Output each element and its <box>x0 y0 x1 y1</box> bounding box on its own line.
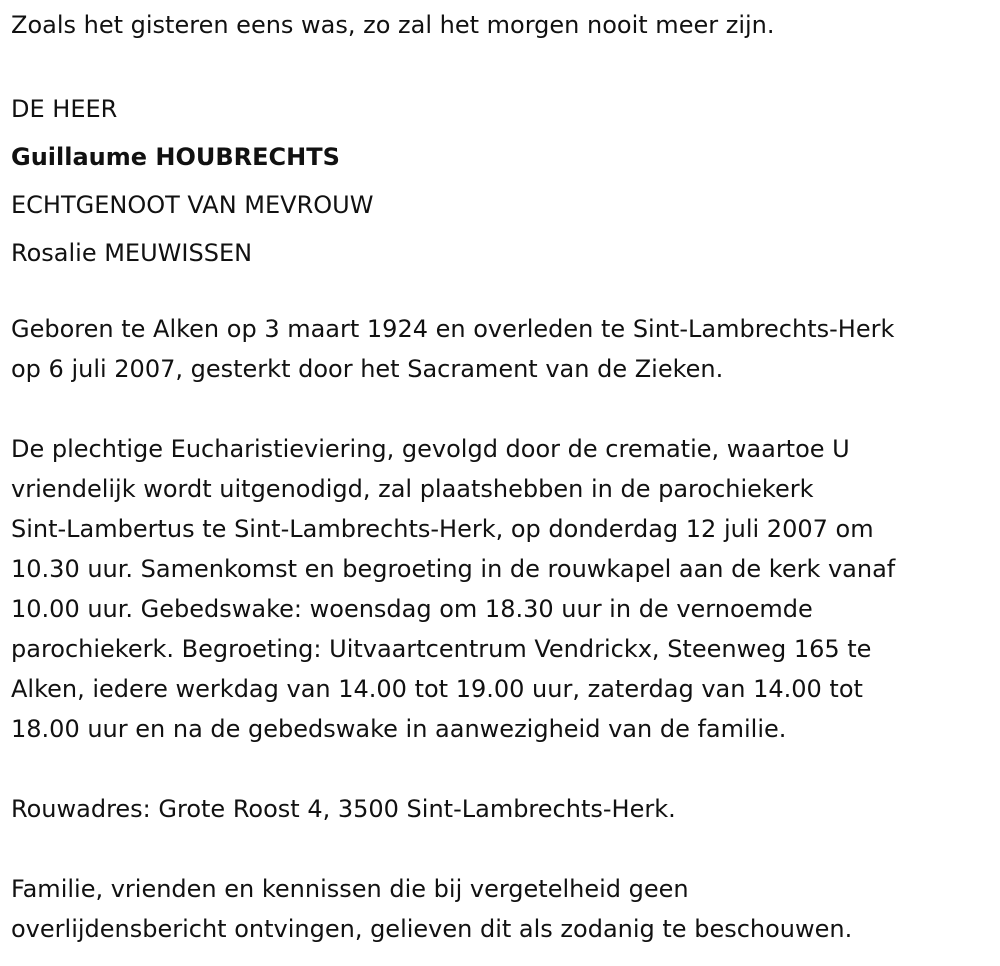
deceased-block <box>11 85 373 277</box>
birth-death-paragraph <box>11 309 894 389</box>
honorific: DE HEER <box>11 95 118 123</box>
paragraph-line: De plechtige Eucharistieviering, gevolgd door de crematie, waartoe U <box>11 435 850 463</box>
service-paragraph <box>11 429 895 749</box>
address-line: Rouwadres: Grote Roost 4, 3500 Sint-Lambrechts-Herk. <box>11 795 676 823</box>
paragraph-line: Geboren te Alken op 3 maart 1924 en overleden te Sint-Lambrechts-Herk <box>11 315 895 343</box>
paragraph-line: Sint-Lambertus te Sint-Lambrechts-Herk, op donderdag 12 juli 2007 om <box>11 515 874 543</box>
paragraph-line: 18.00 uur en na de gebedswake in aanwezigheid van de familie. <box>11 715 787 743</box>
spouse-name: Rosalie MEUWISSEN <box>11 239 253 267</box>
paragraph-line: Familie, vrienden en kennissen die bij vergetelheid geen <box>11 875 689 903</box>
mourning-address <box>11 789 676 829</box>
relation-label: ECHTGENOOT VAN MEVROUW <box>11 191 374 219</box>
closing-paragraph <box>11 869 852 949</box>
paragraph-line: parochiekerk. Begroeting: Uitvaartcentrum Vendrickx, Steenweg 165 te <box>11 635 872 663</box>
paragraph-line: vriendelijk wordt uitgenodigd, zal plaatshebben in de parochiekerk <box>11 475 814 503</box>
paragraph-line: 10.00 uur. Gebedswake: woensdag om 18.30 uur in de vernoemde <box>11 595 813 623</box>
paragraph-line: op 6 juli 2007, gesterkt door het Sacrament van de Zieken. <box>11 355 724 383</box>
paragraph-line: overlijdensbericht ontvingen, gelieven dit als zodanig te beschouwen. <box>11 915 853 943</box>
deceased-name: Guillaume HOUBRECHTS <box>11 143 340 171</box>
paragraph-line: Alken, iedere werkdag van 14.00 tot 19.00 uur, zaterdag van 14.00 tot <box>11 675 863 703</box>
paragraph-line: 10.30 uur. Samenkomst en begroeting in de rouwkapel aan de kerk vanaf <box>11 555 896 583</box>
motto: Zoals het gisteren eens was, zo zal het morgen nooit meer zijn. <box>11 11 775 39</box>
